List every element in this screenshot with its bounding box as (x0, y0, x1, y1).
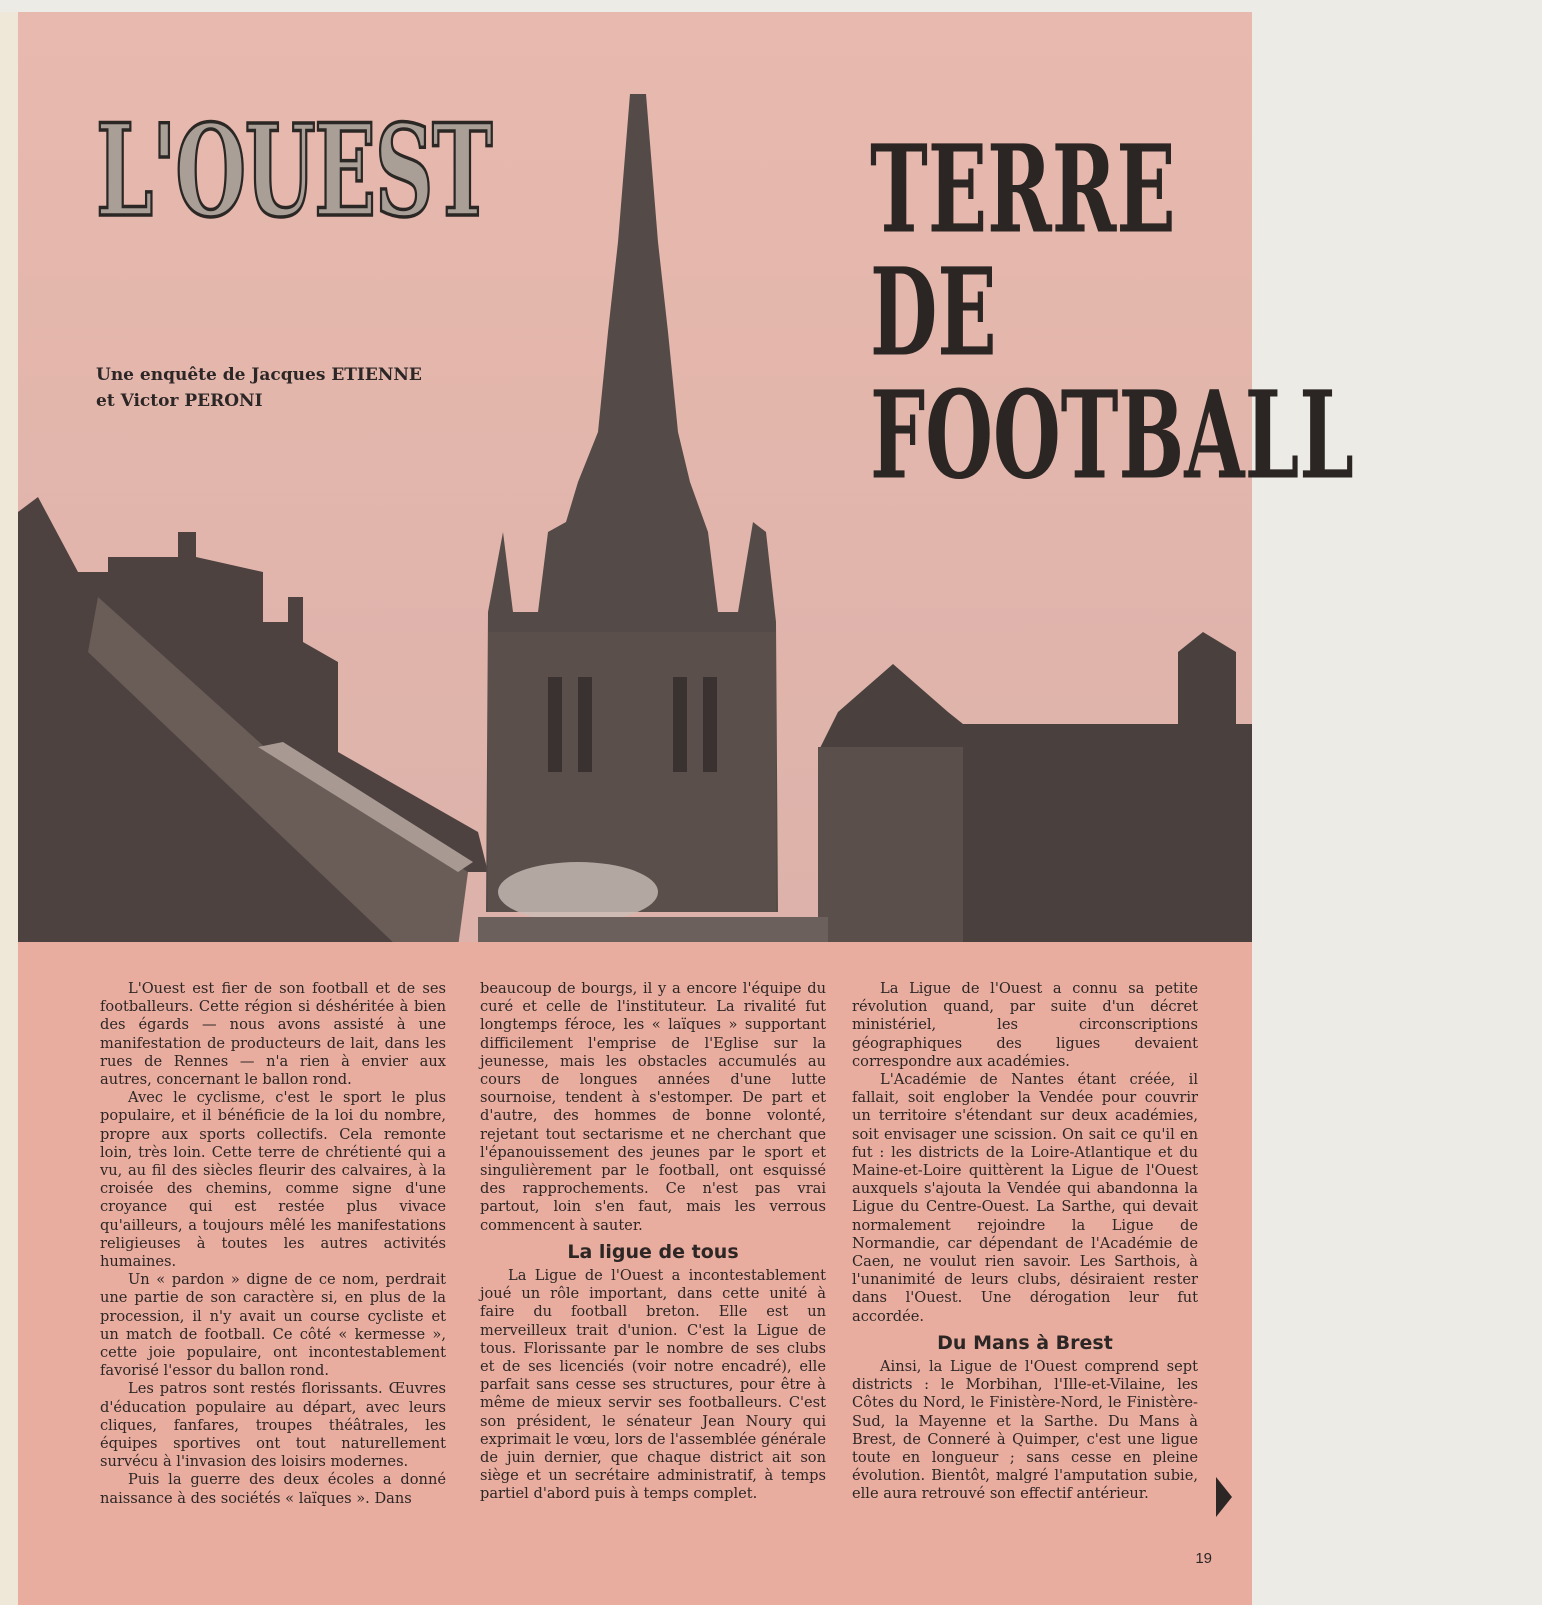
section-heading: Du Mans à Brest (937, 1331, 1113, 1354)
paragraph: Les patros sont restés florissants. Œuvres d'éducation populaire au départ, avec leurs cliques, fanfares, troupes théâtrales, les équipes sportives ont tout naturellement survécu à l'invasion des loisirs modernes. (100, 1380, 446, 1471)
paragraph: La Ligue de l'Ouest a connu sa petite révolution quand, par suite d'un décret ministériel, les circonscriptions géographiques des ligues devaient correspondre aux académies. (852, 980, 1198, 1070)
headline-word-2: DE (870, 242, 997, 384)
paragraph: beaucoup de bourgs, il y a encore l'équipe du curé et celle de l'instituteur. La rivalité fut longtemps féroce, les « laïques » supportant difficilement l'emprise de l'Eglise sur la jeunesse, mais les obstacles accumulés au cours de longues années d'une lutte sournoise, tendent à s'estomper. De part et d'autre, des hommes de bonne volonté, rejetant tout sectarisme et ne cherchant que l'épanouissement des jeunes par le sport et singulièrement par le football, ont esquissé des rapprochements. Ce n'est pas vrai partout, loin s'en faut, mais les verrous commencent à sauter. (480, 980, 826, 1234)
byline-line-1: Une enquête de Jacques ETIENNE (96, 365, 422, 385)
headline-right (870, 119, 1542, 507)
paragraph: Puis la guerre des deux écoles a donné naissance à des sociétés « laïques ». Dans (100, 1471, 446, 1507)
article-column-2 (480, 980, 826, 1504)
paragraph: Ainsi, la Ligue de l'Ouest comprend sept districts : le Morbihan, l'Ille-et-Vilaine, les Côtes du Nord, le Finistère-Nord, le Finistère-Sud, la Mayenne et la Sarthe. Du Mans à Brest, de Conneré à Quimper, c'est une ligue toute en longueur ; sans cesse en pleine évolution. Bientôt, malgré l'amputation subie, elle aura retrouvé son effectif antérieur. (852, 1358, 1198, 1503)
byline (96, 362, 422, 414)
headline-word-1: TERRE (870, 119, 1176, 261)
article-column-3 (852, 980, 1198, 1504)
page-number: 19 (1195, 1550, 1212, 1567)
byline-line-2: et Victor PERONI (96, 391, 263, 411)
paragraph: Un « pardon » digne de ce nom, perdrait une partie de son caractère si, en plus de la procession, il n'y avait un course cycliste et un match de football. Ce côté « kermesse », cette joie populaire, ont incontestablement favorisé l'essor du ballon rond. (100, 1271, 446, 1380)
headline-left: L'OUEST (96, 96, 492, 245)
magazine-page (0, 12, 1354, 1605)
paragraph: La Ligue de l'Ouest a incontestablement joué un rôle important, dans cette unité à faire du football breton. Elle est un merveilleux trait d'union. C'est la Ligue de tous. Florissante par le nombre de ses clubs et de ses licenciés (voir notre encadré), elle parfait sans cesse ses structures, pour être à même de mieux servir ses footballeurs. C'est son président, le sénateur Jean Noury qui exprimait le vœu, lors de l'assemblée générale de juin dernier, que chaque district ait son siège et un secrétaire administratif, à temps partiel d'abord puis à temps complet. (480, 1267, 826, 1503)
paragraph: L'Ouest est fier de son football et de ses footballeurs. Cette région si déshéritée à bien des égards — nous avons assisté à une manifestation de producteurs de lait, dans les rues de Rennes — n'a rien à envier aux autres, concernant le ballon rond. (100, 980, 446, 1089)
section-heading: La ligue de tous (567, 1240, 739, 1263)
paragraph: Avec le cyclisme, c'est le sport le plus populaire, et il bénéficie de la loi du nombre, propre aux sports collectifs. Cela remonte loin, très loin. Cette terre de chrétienté qui a vu, au fil des siècles fleurir des calvaires, à la croisée des chemins, comme signe d'une croyance qui est restée plus vivace qu'ailleurs, a toujours mêlé les manifestations religieuses à toutes les autres activités humaines. (100, 1089, 446, 1271)
paragraph: L'Académie de Nantes étant créée, il fallait, soit englober la Vendée pour couvrir un territoire s'étendant sur deux académies, soit envisager une scission. On sait ce qu'il en fut : les districts de la Loire-Atlantique et du Maine-et-Loire quittèrent la Ligue de l'Ouest auxquels s'ajouta la Vendée qui abandonna la Ligue du Centre-Ouest. La Sarthe, qui devait normalement rejoindre la Ligue de Normandie, car dépendant de l'Académie de Caen, ne voulut rien savoir. Les Sarthois, à l'unanimité de leurs clubs, désiraient rester dans l'Ouest. Une dérogation leur fut accordée. (852, 1071, 1198, 1325)
headline-word-3: FOOTBALL (870, 365, 1354, 507)
article-column-1 (100, 980, 446, 1508)
continue-arrow-icon (1216, 1477, 1232, 1517)
